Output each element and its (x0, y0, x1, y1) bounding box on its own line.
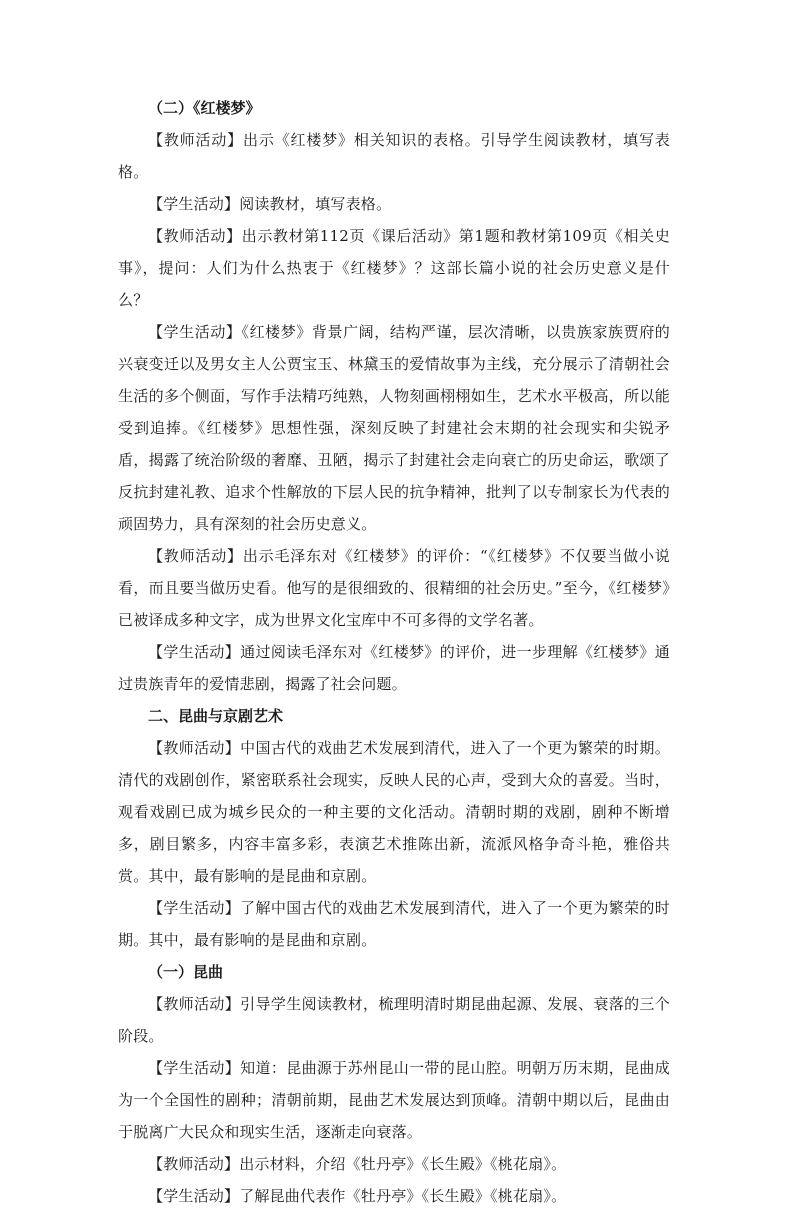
paragraph: 【学生活动】阅读教材，填写表格。 (148, 195, 392, 213)
paragraph: 【教师活动】引导学生阅读教材，梳理明清时期昆曲起源、发展、衰落的三个阶段。 (118, 995, 670, 1045)
paragraph: 【学生活动】通过阅读毛泽东对《红楼梦》的评价，进一步理解《红楼梦》通过贵族青年的爱情悲剧，揭露了社会问题。 (118, 643, 670, 693)
paragraph: 【教师活动】中国古代的戏曲艺术发展到清代，进入了一个更为繁荣的时期。清代的戏剧创作，紧密联系社会现实，反映人民的心声，受到大众的喜爱。当时，观看戏剧已成为城乡民众的一种主要的文化活动。清朝时期的戏剧，剧种不断增多，剧目繁多，内容丰富多彩，表演艺术推陈出新，流派风格争奇斗艳，雅俗共赏。其中，最有影响的是昆曲和京剧。 (118, 739, 670, 885)
section-heading-kunqu: （一）昆曲 (148, 963, 224, 981)
paragraph: 【教师活动】出示教材第112页《课后活动》第1题和教材第109页《相关史事》，提问：人们为什么热衷于《红楼梦》？这部长篇小说的社会历史意义是什么？ (118, 227, 670, 309)
paragraph: 【教师活动】出示材料，介绍《牡丹亭》《长生殿》《桃花扇》。 (148, 1155, 567, 1173)
paragraph: 【教师活动】出示《红楼梦》相关知识的表格。引导学生阅读教材，填写表格。 (118, 131, 670, 181)
paragraph: 【学生活动】了解中国古代的戏曲艺术发展到清代，进入了一个更为繁荣的时期。其中，最有影响的是昆曲和京剧。 (118, 899, 670, 949)
paragraph: 【学生活动】了解昆曲代表作《牡丹亭》《长生殿》《桃花扇》。 (148, 1187, 567, 1205)
paragraph: 【教师活动】出示毛泽东对《红楼梦》的评价：“《红楼梦》不仅要当做小说看，而且要当做历史看。他写的是很细致的、很精细的社会历史。”至今，《红楼梦》已被译成多种文字，成为世界文化宝库中不可多得的文学名著。 (118, 547, 670, 629)
paragraph: 【学生活动】知道：昆曲源于苏州昆山一带的昆山腔。明朝万历末期，昆曲成为一个全国性的剧种；清朝前期，昆曲艺术发展达到顶峰。清朝中期以后，昆曲由于脱离广大民众和现实生活，逐渐走向衰落。 (118, 1059, 670, 1141)
document-body (118, 92, 670, 1212)
paragraph: 【学生活动】《红楼梦》背景广阔，结构严谨，层次清晰，以贵族家族贾府的兴衰变迁以及男女主人公贾宝玉、林黛玉的爱情故事为主线，充分展示了清朝社会生活的多个侧面，写作手法精巧纯熟，人物刻画栩栩如生，艺术水平极高，所以能受到追捧。《红楼梦》思想性强，深刻反映了封建社会末期的社会现实和尖锐矛盾，揭露了统治阶级的奢靡、丑陋，揭示了封建社会走向衰亡的历史命运，歌颂了反抗封建礼教、追求个性解放的下层人民的抗争精神，批判了以专制家长为代表的顽固势力，具有深刻的社会历史意义。 (118, 323, 670, 533)
section-heading-hongloumeng: （二）《红楼梦》 (148, 99, 261, 117)
section-heading-kunqu-jingju: 二、昆曲与京剧艺术 (148, 707, 284, 725)
